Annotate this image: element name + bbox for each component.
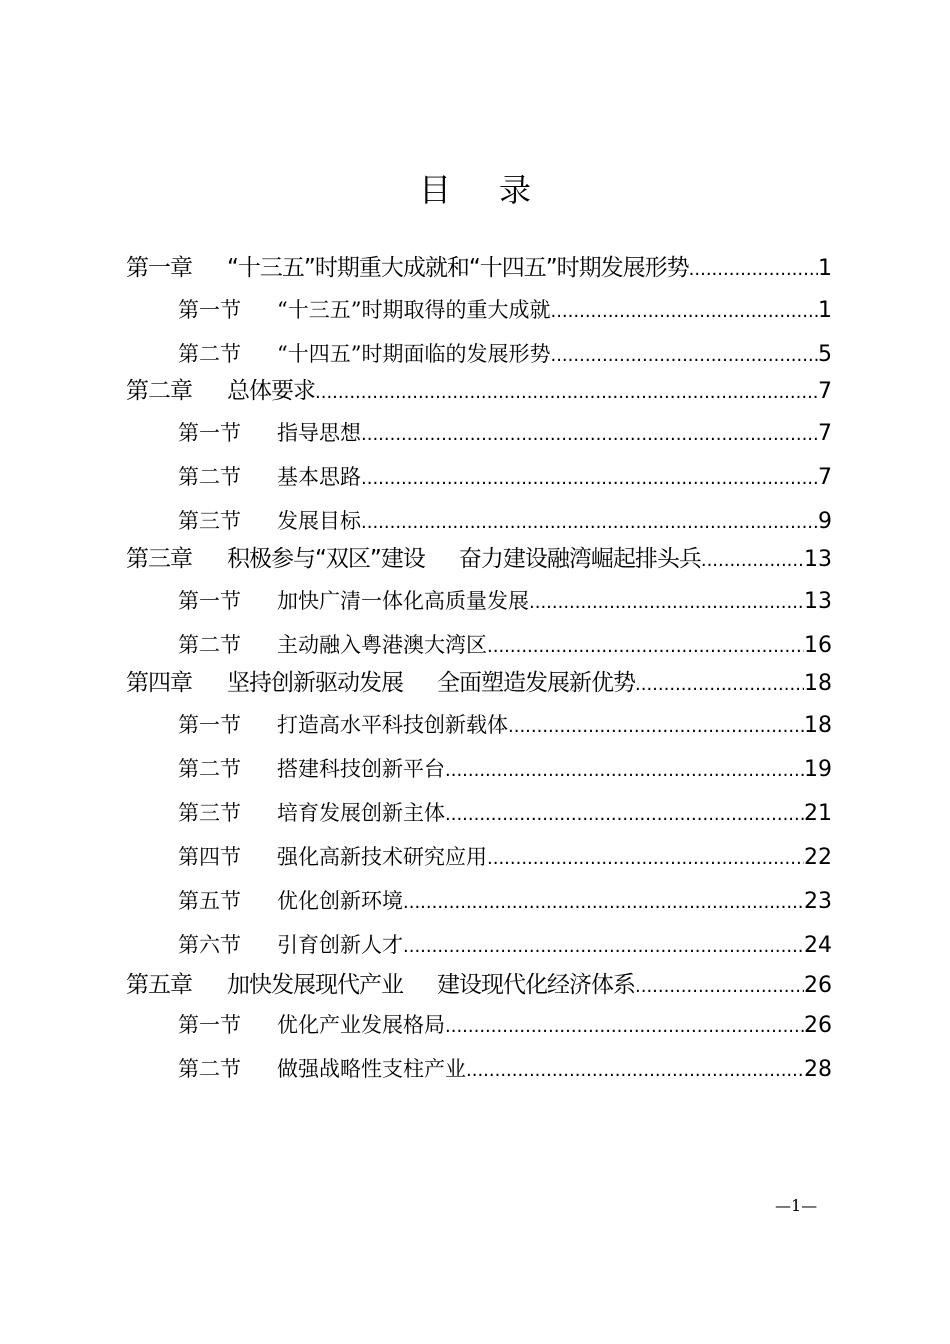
dot-leader — [529, 586, 804, 620]
entry-page-number: 16 — [804, 633, 832, 658]
dot-leader — [403, 886, 804, 920]
entry-label: 第三章 — [126, 546, 192, 572]
entry-label: 第六节 — [178, 933, 241, 957]
entry-page-number: 24 — [804, 933, 832, 958]
entry-page-number: 13 — [804, 589, 832, 614]
page-title — [0, 165, 950, 211]
title-char: 目 — [418, 171, 451, 209]
entry-title: 优化产业发展格局 — [277, 1013, 445, 1037]
toc-chapter-entry[interactable] — [126, 251, 832, 285]
dot-leader — [635, 668, 804, 702]
entry-title: 积极参与“双区”建设 — [227, 546, 425, 572]
toc-section-entry[interactable] — [178, 584, 832, 618]
entry-title: 做强战略性支柱产业 — [277, 1057, 466, 1081]
dot-leader — [403, 930, 804, 964]
entry-page-number: 7 — [818, 465, 832, 490]
entry-page-number: 26 — [804, 1013, 832, 1038]
entry-title: 培育发展创新主体 — [277, 801, 445, 825]
entry-label: 第四章 — [126, 670, 192, 696]
dot-leader — [445, 798, 804, 832]
entry-label: 第一章 — [126, 255, 192, 281]
dot-leader — [487, 842, 804, 876]
dot-leader — [466, 1054, 804, 1088]
entry-page-number: 13 — [804, 547, 832, 572]
toc-chapter-entry[interactable] — [126, 666, 832, 700]
entry-label: 第三节 — [178, 801, 241, 825]
entry-label: 第三节 — [178, 509, 241, 533]
toc-chapter-entry[interactable] — [126, 542, 832, 576]
entry-page-number: 1 — [818, 298, 832, 323]
dot-leader — [550, 339, 818, 373]
entry-label: 第二章 — [126, 378, 192, 404]
entry-subtitle: 全面塑造发展新优势 — [437, 670, 635, 696]
entry-page-number: 28 — [804, 1057, 832, 1082]
toc-section-entry[interactable] — [178, 884, 832, 918]
entry-page-number: 26 — [804, 973, 832, 998]
entry-label: 第五章 — [126, 972, 192, 998]
entry-title: 总体要求 — [227, 378, 315, 404]
entry-page-number: 19 — [804, 757, 832, 782]
toc-section-entry[interactable] — [178, 840, 832, 874]
dot-leader — [315, 376, 818, 410]
entry-title: 指导思想 — [277, 421, 361, 445]
toc-section-entry[interactable] — [178, 1052, 832, 1086]
entry-subtitle: 奋力建设融湾崛起排头兵 — [458, 546, 701, 572]
toc-section-entry[interactable] — [178, 708, 832, 742]
toc-section-entry[interactable] — [178, 460, 832, 494]
dot-leader — [701, 544, 804, 578]
entry-label: 第二节 — [178, 465, 241, 489]
entry-title: “十三五”时期重大成就和“十四五”时期发展形势 — [227, 255, 689, 281]
entry-page-number: 7 — [818, 421, 832, 446]
entry-subtitle: 建设现代化经济体系 — [437, 972, 635, 998]
entry-label: 第二节 — [178, 757, 241, 781]
entry-label: 第四节 — [178, 845, 241, 869]
entry-label: 第一节 — [178, 713, 241, 737]
entry-page-number: 23 — [804, 889, 832, 914]
page-number: —1— — [775, 1196, 818, 1215]
toc-section-entry[interactable] — [178, 1008, 832, 1042]
entry-page-number: 18 — [804, 671, 832, 696]
entry-label: 第二节 — [178, 1057, 241, 1081]
entry-title: 主动融入粤港澳大湾区 — [277, 633, 487, 657]
entry-page-number: 1 — [818, 256, 832, 281]
entry-title: 强化高新技术研究应用 — [277, 845, 487, 869]
entry-title: 基本思路 — [277, 465, 361, 489]
entry-label: 第一节 — [178, 298, 241, 322]
toc-section-entry[interactable] — [178, 628, 832, 662]
dot-leader — [361, 506, 818, 540]
dot-leader — [445, 1010, 804, 1044]
toc-section-entry[interactable] — [178, 752, 832, 786]
entry-title: 搭建科技创新平台 — [277, 757, 445, 781]
entry-title: 打造高水平科技创新载体 — [277, 713, 508, 737]
toc-chapter-entry[interactable] — [126, 374, 832, 408]
entry-page-number: 22 — [804, 845, 832, 870]
entry-title: “十四五”时期面临的发展形势 — [277, 342, 551, 366]
dot-leader — [445, 754, 804, 788]
entry-title: 优化创新环境 — [277, 889, 403, 913]
toc-chapter-entry[interactable] — [126, 968, 832, 1002]
toc-section-entry[interactable] — [178, 796, 832, 830]
entry-label: 第一节 — [178, 421, 241, 445]
toc-section-entry[interactable] — [178, 416, 832, 450]
dot-leader — [635, 970, 804, 1004]
entry-page-number: 21 — [804, 801, 832, 826]
dot-leader — [550, 295, 818, 329]
entry-label: 第一节 — [178, 1013, 241, 1037]
toc-section-entry[interactable] — [178, 293, 832, 327]
dot-leader — [508, 710, 804, 744]
entry-label: 第五节 — [178, 889, 241, 913]
entry-title: 加快广清一体化高质量发展 — [277, 589, 529, 613]
entry-title: “十三五”时期取得的重大成就 — [277, 298, 551, 322]
toc-section-entry[interactable] — [178, 928, 832, 962]
entry-title: 坚持创新驱动发展 — [227, 670, 403, 696]
entry-label: 第二节 — [178, 342, 241, 366]
entry-label: 第二节 — [178, 633, 241, 657]
entry-title: 发展目标 — [277, 509, 361, 533]
dot-leader — [487, 630, 804, 664]
toc-section-entry[interactable] — [178, 337, 832, 371]
entry-page-number: 7 — [818, 379, 832, 404]
entry-title: 引育创新人才 — [277, 933, 403, 957]
entry-title: 加快发展现代产业 — [227, 972, 403, 998]
entry-page-number: 18 — [804, 713, 832, 738]
entry-page-number: 9 — [818, 509, 832, 534]
toc-section-entry[interactable] — [178, 504, 832, 538]
entry-label: 第一节 — [178, 589, 241, 613]
dot-leader — [361, 462, 818, 496]
dot-leader — [689, 253, 818, 287]
entry-page-number: 5 — [818, 342, 832, 367]
dot-leader — [361, 418, 818, 452]
title-char: 录 — [499, 171, 532, 209]
